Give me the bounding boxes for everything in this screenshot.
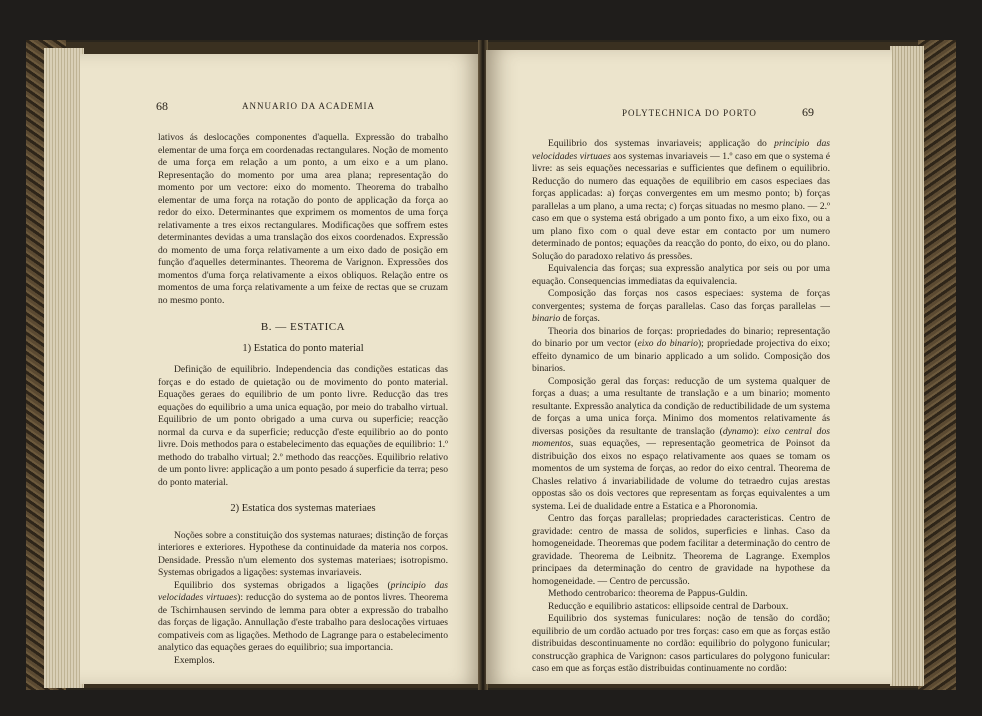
- paragraph: Theoria dos binarios de forças: propriedades do binario; representação do binario por um vector (eixo do binario); propriedade projectiva do eixo; effeito dynamico de um binario applicado a um solido. Composição dos binarios.: [532, 325, 830, 374]
- paragraph: Noções sobre a constituição dos systemas naturaes; distinção de forças interiores e exteriores. Hypothese da continuidade da materia nos corpos. Densidade. Pressão n'um elemento dos systemas materiaes; isotropismo. Systemas obrigados a ligações: systemas invariaveis.: [158, 529, 448, 578]
- paragraph: Exemplos.: [174, 654, 215, 666]
- page-number: 68: [156, 99, 168, 113]
- section-heading: B. — ESTATICA: [260, 321, 346, 333]
- page-edges-left: [44, 48, 84, 688]
- page-edges-right: [890, 46, 924, 686]
- paragraph: Equilibrio dos systemas invariaveis; applicação do principio das velocidades virtuaes aos systemas invariaveis — 1.º caso em que o systema é livre: as seis equações necessarias e sufficientes que definem o equilibrio. Reducção do numero das equações de equilibrio em casos especiaes das forças applicadas: a) forças convergentes em um mesmo ponto; b) forças parallelas a um plano, a uma recta; c) forças situadas no mesmo plano. — 2.º caso em que o systema está obrigado a um ponto fixo, a um eixo fixo, ou a um plano fixo com o qual deve estar em contacto por um numero determinado de pontos; equações da reacção do ponto, do eixo, ou do plano. Solução do paradoxo relativo ás pressões.: [532, 138, 830, 262]
- paragraph: Equilibrio dos systemas obrigados a ligações (principio das velocidades virtuaes): reducção do systema ao de pontos livres. Theorema de Tschirnhausen servindo de lemma para obter a expressão do trabalho das forças de ligação. Annullação d'este trabalho para deslocações virtuaes compativeis com as ligações. Methodo de Lagrange para o estabelecimento analytico das equações geraes do equilibrio; sua importancia.: [158, 579, 449, 653]
- running-head: POLYTECHNICA DO PORTO: [622, 108, 757, 118]
- paragraph: Methodo centrobarico: theorema de Pappus-Guldin.: [548, 588, 748, 599]
- paragraph: Equilibrio dos systemas funiculares: noção de tensão do cordão; equilibrio de um cordão actuado por tres forças: caso em que as forças estão distribuidas descontinuamente no cordão: equilibrio do polygono funicular; construcção graphica de Varignon: casos particulares do polygono funicular: caso em que as forças estão distribuidas continuamente no cordão:: [532, 613, 830, 674]
- right-text-column: [532, 138, 830, 676]
- running-head: ANNUARIO DA ACADEMIA: [242, 101, 376, 111]
- page-number: 69: [802, 105, 814, 119]
- left-text-column: [158, 132, 448, 667]
- paragraph: Centro das forças parallelas; propriedades caracteristicas. Centro de gravidade: centro de massa de solidos, superficies e linhas. Caso da homogeneidade. Theoremas que podem facilitar a determinação do centro de gravidade. Theorema de Leibnitz. Theorema de Lagrange. Exemplos principaes da determinação do centro de gravidade na hypothese da homogeneidade. — Centro de percussão.: [532, 513, 830, 587]
- left-page: [80, 54, 482, 684]
- paragraph: Composição geral das forças: reducção de um systema qualquer de forças a duas; a uma resultante de translação e a um binario; momento resultante. Expressão analytica da condição de reductibilidade de um systema de forças a uma unica força. Minimo dos momentos relativamente ás diversas posições da resultante de translação (dynamo): eixo central dos momentos, suas equações, — representação geometrica de Poinsot da distribuição dos eixos no espaço relativamente aos quaes se tomam os momentos de um systema de forças, ao redor do eixo central. Theorema de Chasles relativo á invariabilidade de volume do tetraedro cujas arestas oppostas são os dois vectores que representam as forças equivalentes a um systema. Lei de dualidade entre a Estatica e a Phoronomia.: [532, 375, 830, 512]
- paragraph: Equivalencia das forças; sua expressão analytica por seis ou por uma equação. Consequencias immediatas da equivalencia.: [532, 263, 830, 287]
- subsection-heading: 2) Estatica dos systemas materiaes: [230, 503, 376, 514]
- paragraph: Reducção e equilibrio astaticos: ellipsoide central de Darboux.: [548, 600, 789, 612]
- subsection-heading: 1) Estatica do ponto material: [242, 342, 364, 354]
- paragraph: Composição das forças nos casos especiaes: systema de forças convergentes; systema de forças parallelas. Caso das forças parallelas — binario de forças.: [532, 288, 830, 324]
- paragraph: Definição de equilibrio. Independencia das condições estaticas das forças e do estado de quietação ou de movimento do ponto material. Equações geraes do equilibrio de um ponto livre. Reducção das tres equações do equilibrio a uma unica equação, por meio do trabalho virtual. Equilibrio de um ponto obrigado a uma curva ou superficie; reacção normal da curva e da superficie; reducção d'este equilibrio ao do ponto livre. Dois methodos para o estabelecimento das equações de equilibrio: 1.º methodo do trabalho virtual; 2.º methodo das reacções. Equilibrio relativo de um ponto livre: applicação a um ponto pesado á superficie da terra; peso do ponto material.: [158, 364, 448, 488]
- paragraph: lativos ás deslocações componentes d'aquella. Expressão do trabalho elementar de uma força em coordenadas rectangulares. Noção de momento de uma força em relação a um ponto, a um eixo e a um plano. Representação do momento por uma area plana; representação do momento por um vectore: eixo do momento. Theorema do trabalho elementar de uma força na rotação do ponto de applicação da força ao redor do eixo. Determinantes que exprimem os momentos de uma força relativamente a tres eixos rectangulares. Modificações que soffrem estes determinantes devidas a uma translação dos eixos coordenados. Expressão do momento de uma força relativamente a um eixo dado de posição em função d'aquelles determinantes. Theorema de Varignon. Expressões dos momentos d'uma força relativamente a eixos obliquos. Relação entre os momentos de uma força relativamente a um feixe de rectas que se cruzam no mesmo ponto.: [158, 132, 448, 306]
- right-page: [486, 50, 892, 684]
